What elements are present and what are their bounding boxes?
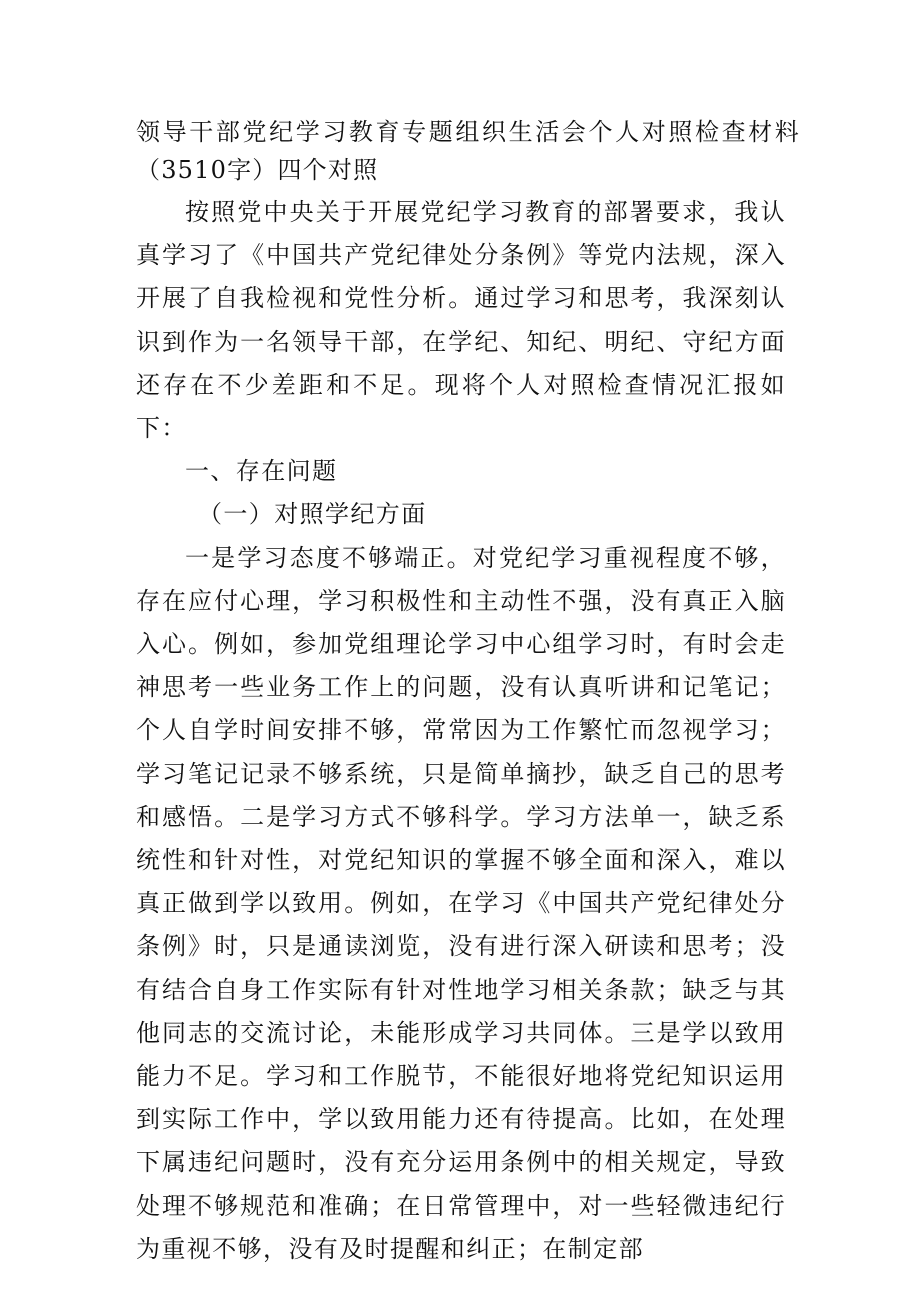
document-body <box>136 191 786 1271</box>
intro-paragraph: 按照党中央关于开展党纪学习教育的部署要求，我认真学习了《中国共产党纪律处分条例》等党内法规，深入开展了自我检视和党性分析。通过学习和思考，我深刻认识到作为一名领导干部，在学纪、知纪、明纪、守纪方面还存在不少差距和不足。现将个人对照检查情况汇报如下： <box>136 198 786 443</box>
section-heading-problems: 一、存在问题 <box>185 457 338 486</box>
document-title: 领导干部党纪学习教育专题组织生活会个人对照检查材料（3510字）四个对照 <box>136 118 800 184</box>
subsection-body-paragraph: 一是学习态度不够端正。对党纪学习重视程度不够，存在应付心理，学习积极性和主动性不强，没有真正入脑入心。例如，参加党组理论学习中心组学习时，有时会走神思考一些业务工作上的问题，没有认真听讲和记笔记；个人自学时间安排不够，常常因为工作繁忙而忽视学习；学习笔记记录不够系统，只是简单摘抄，缺乏自己的思考和感悟。二是学习方式不够科学。学习方法单一，缺乏系统性和针对性，对党纪知识的掌握不够全面和深入，难以真正做到学以致用。例如，在学习《中国共产党纪律处分条例》时，只是通读浏览，没有进行深入研读和思考；没有结合自身工作实际有针对性地学习相关条款；缺乏与其他同志的交流讨论，未能形成学习共同体。三是学以致用能力不足。学习和工作脱节，不能很好地将党纪知识运用到实际工作中，学以致用能力还有待提高。比如，在处理下属违纪问题时，没有充分运用条例中的相关规定，导致处理不够规范和准确；在日常管理中，对一些轻微违纪行为重视不够，没有及时提醒和纠正；在制定部 <box>136 543 786 1263</box>
subsection-heading-learning: （一）对照学纪方面 <box>198 500 427 529</box>
